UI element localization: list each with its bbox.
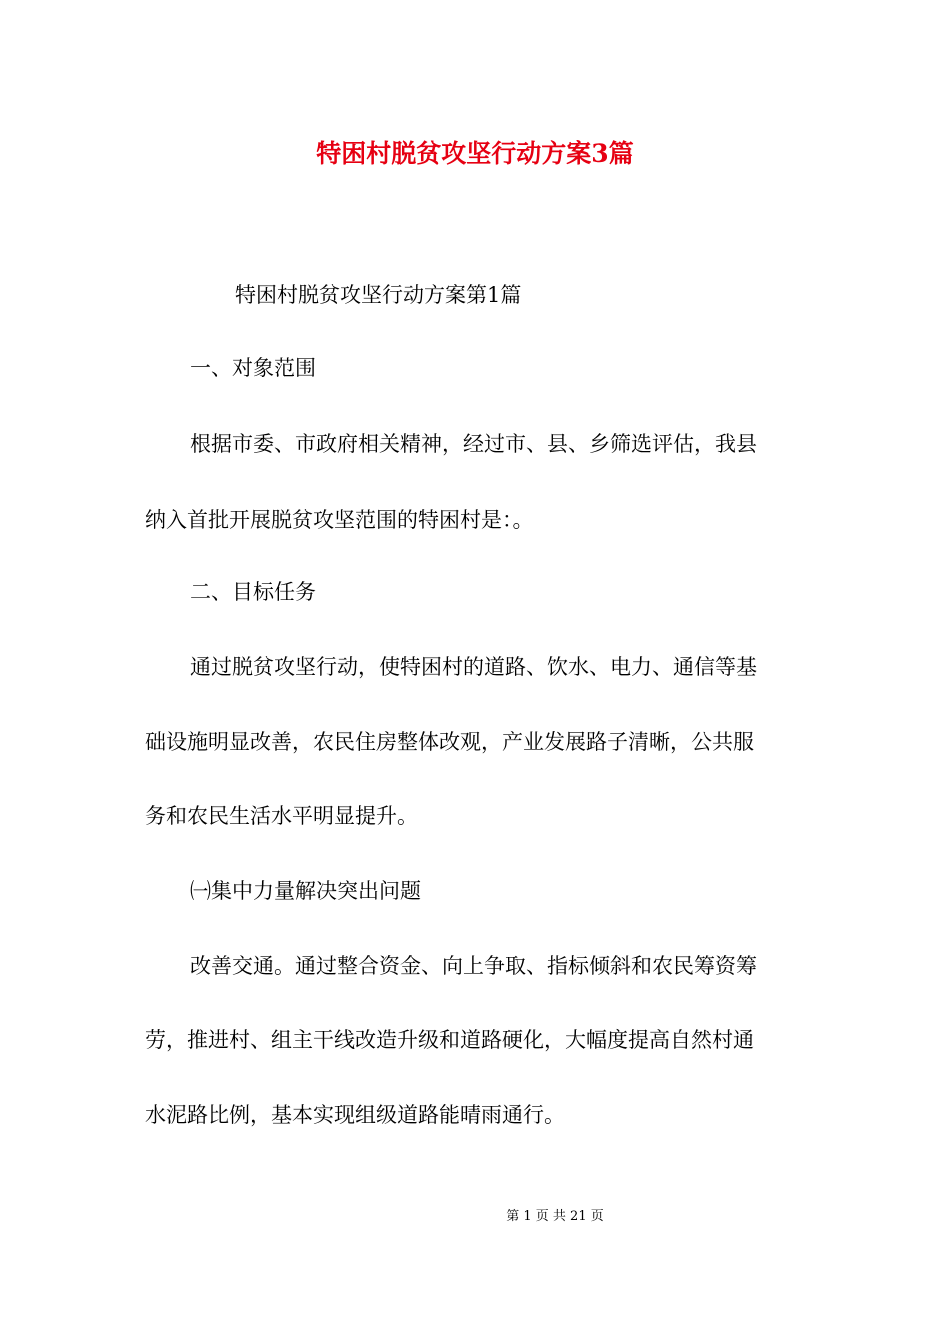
document-title: 特困村脱贫攻坚行动方案3篇 (316, 139, 634, 168)
paragraph-line: 务和农民生活水平明显提升。 (145, 804, 418, 828)
page-number-footer: 第 1 页 共 21 页 (506, 1209, 604, 1224)
paragraph-line: 劳，推进村、组主干线改造升级和道路硬化，大幅度提高自然村通 (145, 1028, 754, 1052)
section-heading: 特困村脱贫攻坚行动方案第1篇 (235, 283, 522, 307)
subsection-heading: ㈠集中力量解决突出问题 (190, 879, 421, 903)
paragraph-line: 通过脱贫攻坚行动，使特困村的道路、饮水、电力、通信等基 (190, 655, 757, 679)
paragraph-line: 根据市委、市政府相关精神，经过市、县、乡筛选评估，我县 (190, 432, 757, 456)
paragraph-line: 础设施明显改善，农民住房整体改观，产业发展路子清晰，公共服 (145, 730, 754, 754)
paragraph-line: 纳入首批开展脱贫攻坚范围的特困村是：。 (145, 508, 534, 532)
subsection-heading: 二、目标任务 (190, 580, 316, 604)
paragraph-line: 改善交通。通过整合资金、向上争取、指标倾斜和农民筹资筹 (190, 954, 757, 978)
subsection-heading: 一、对象范围 (190, 356, 316, 380)
paragraph-line: 水泥路比例，基本实现组级道路能晴雨通行。 (145, 1103, 565, 1127)
